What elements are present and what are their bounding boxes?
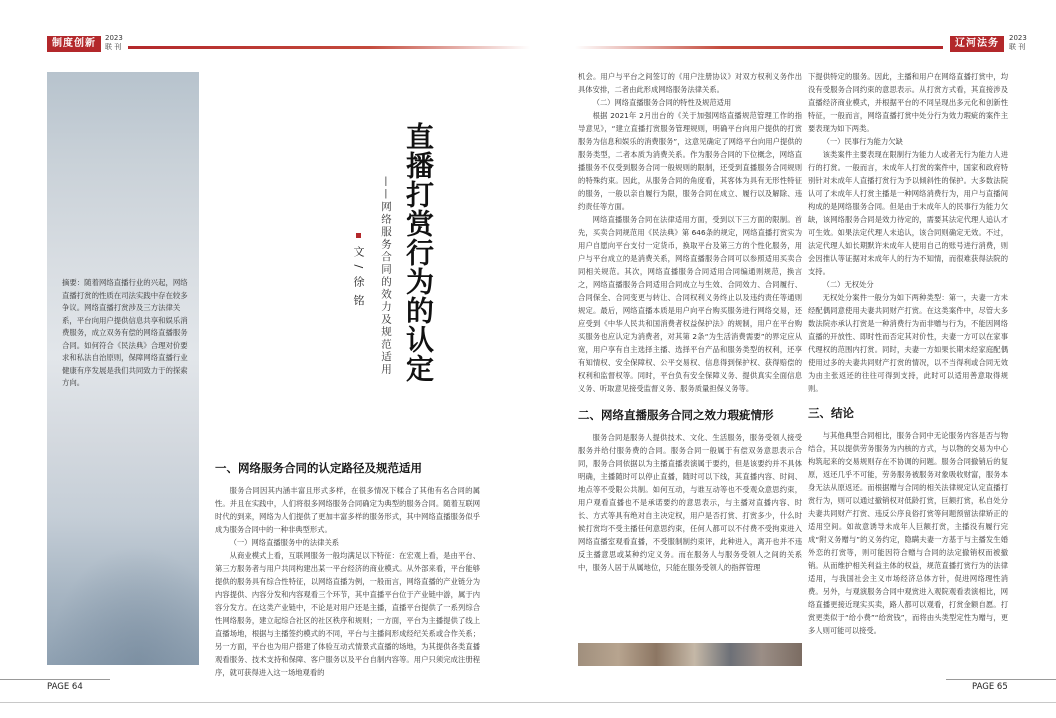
paragraph: 与其他典型合同相比，服务合同中无论服务内容是否与物结合，其以提供劳务服务为内核的方式，与以物的交易为中心构筑起来的交易规则存在不协调的问题。服务合同撤销后的复原，返还几乎不可能，劳务服务被服务对象吸收财富，服务本身无法从原返还。而根据赠与合同的相关法律规定认定直播打赏行为，则可以通过撤销权对低龄打赏，巨额打赏，私自处分夫妻共同财产打赏、违反公序良俗打赏等问题预留法律矫正的适用空间。如故意诱导未成年人巨额打赏，主播没有履行完成“附义务赠与”的义务约定，隐瞒夫妻一方基于与主播发生婚外恋的打赏等，则可能因符合赠与合同的法定撤销权而被撤销。从而维护相关利益主体的权益，规范直播打赏行为的法律适用，与我国社会主义市场经济总体方针，促进网络理性消费。另外，与观演服务合同中观赏进入观院观看表演相比，网络直播更接近现实买卖，路人都可以观看，打赏金额自愿。打赏更类似于“给小费”“给赏钱”，而将由头类型定性为赠与，更多人则可能可以接受。 [808, 431, 1008, 635]
subheading: （二）网络直播服务合同的特性及规范适用 [592, 98, 732, 107]
footer-rule-right [946, 679, 1056, 680]
paragraph: 服务合同因其内涵丰富且形式多样，在很多情况下糅合了其他有名合同的属性。并且在实践中，人们将很多网络服务合同确定为典型的服务合同。随着互联网时代的到来，网络为人们提供了更加丰富多样的服务形式，其中网络直播服务似乎成为服务合同中的一种非典型形式。 [215, 486, 480, 534]
paragraph: 无权处分案件一般分为如下两种类型：第一，夫妻一方未经配偶同意使用夫妻共同财产打赏。在这类案件中，尽管大多数法院亦承认打赏是一种消费行为而非赠与行为，不能因网络直播的开放性、即时性而否定其对价性，夫妻一方可以在家事代理权的范围内打赏。同时，夫妻一方如果长期未经家庭配偶使用过多的夫妻共同财产打赏的情况，以不当得利或合同无效为由主张返还的往往可得到支持，此时可以适用善意取得规则。 [808, 293, 1008, 393]
issue-year-right: 2023 联 刊 [1009, 34, 1027, 51]
section-heading-3: 三、结论 [808, 406, 854, 420]
paragraph: 服务合同是服务人提供技术、文化、生活服务，服务受领人接受服务并给付服务费的合同。服务合同一般属于有偿双务意思表示合同，服务合同依据以为主播直播表演属于要约，但是该要约并不具体明确，主播随时可以停止直播，随时可以下线，其直播内容、时间、地点等不受限公共制。如何互动，与谁互动等也不受观众意思约束，用户观看直播也不是承诺要约的意思表示，与主播对直播内容、时长、方式等具有绝对自主决定权，用户是否打赏、打赏多少，什么时候打赏均不受主播任何意思约束，任何人都可以不付费不受拘束进入网络直播室观看直播，不受服制制约束评，此种进入，离开也并不违反主播意思或某种约定义务。而在服务人与服务受领人之间的关系中，服务人居于从属地位，只能在服务受领人的指挥管理 [578, 433, 802, 572]
decorative-photo-strip [578, 643, 802, 666]
section-badge-right: 辽河法务 [950, 36, 1004, 52]
article-title: 直播打赏行为的认定 [402, 122, 435, 383]
author-marker [356, 233, 361, 238]
column-3 [808, 70, 1008, 666]
section-heading-2: 二、网络直播服务合同之效力瑕疵情形 [578, 408, 774, 422]
page-number-left: PAGE 64 [47, 682, 83, 692]
subheading: （二）无权处分 [822, 280, 874, 289]
issue-year-left: 2023 联 刊 [105, 34, 123, 51]
paragraph: 网络直播服务合同在法律适用方面，受到以下三方面的限制。首先，买卖合同规范用《民法典》第 646条的规定，网络直播打赏实为用户自愿向平台支付一定货币，换取平台及第三方的个性化服务，用户与平台成立的是消费关系，网络直播服务合同可以参照适用买卖合同相关规范。其次，网络直播服务合同适用合同编通则规范，换言之，网络直播服务合同适用合同成立与生效、合同效力、合同履行、合同保全、合同变更与转让、合同权利义务终止以及违约责任等通则规定。最后，网络直播本质是用户向平台购买服务进行网络交易，还应受到《中华人民共和国消费者权益保护法》的规制，用户在平台购买服务也应认定为消费者，对其第 2条“为生活消费需要”的界定应从宽，用户享有自主选择主播、选择平台产品和服务类型的权利，还享有知情权、安全保障权、公平交易权、信息得到保护权、获得赔偿的权利和监督权等。同时，平台负有安全保障义务、提供真实全面信息义务、听取意见接受监督义务、服务质量担保义务等。 [578, 215, 802, 393]
paragraph: 该类案件主要表现在限制行为能力人或者无行为能力人进行的打赏。一般而言，未成年人打赏的案件中，国家和政府特别针对未成年人直播打赏行为予以倾斜性的保护。大多数法院认可了未成年人打赏主播是一种网络消费行为，用户与直播间构成的是网络服务合同。但是由于未成年人的民事行为能力欠缺，该网络服务合同是效力待定的，需要其法定代理人追认才可生效。如果法定代理人未追认，该合同则确定无效。不过，法定代理人如长期默许未成年人使用自己的账号进行消费，则会因推认等证据对未成年人的行为不知情，而很难获得法院的支持。 [808, 150, 1008, 276]
header-rule-right [575, 46, 943, 49]
article-author: 文 / 徐 铭 [352, 246, 365, 308]
article-subtitle: ——网络服务合同的效力及规范适用 [380, 176, 392, 376]
column-2 [578, 70, 802, 638]
bottom-divider [0, 702, 1056, 703]
paragraph: 从商业模式上看，互联网服务一般均满足以下特征：在宏观上看，是由平台、第三方服务者与用户共同构建出某一平台经济的商业模式。从外部来看，平台能够提供的服务具有综合性特征，以网络直播为例，一般而言，网络直播的产业链分为内容提供、内容分发和内容观看三个环节，其中直播平台位于产业链中游，属于内容分发方。在这类产业链中，不论是对用户还是主播，直播平台提供了一系列综合性网络服务，建立起综合社区的社区秩序和规则；一方面，平台为主播提供了线上直播场地，根据与主播签约模式的不同，平台与主播间形成经纪关系或合作关系；另一方面，平台也为用户搭建了体验互动式情景式直播的场地，为其提供各类直播观看服务、技术支持和保障、客户服务以及平台自制内容等。用户只须完成注册程序，就可获得进入这一场地观看的 [215, 551, 480, 677]
subheading: （一）网络直播服务中的法律关系 [229, 538, 340, 547]
header-rule-left [128, 46, 530, 49]
paragraph: 机会。用户与平台之间签订的《用户注册协议》对双方权利义务作出具体安排，二者由此形成网络服务法律关系。 [578, 72, 802, 94]
section-heading-1: 一、网络服务合同的认定路径及规范适用 [215, 461, 422, 475]
column-1 [215, 458, 480, 677]
paragraph: 根据 2021年 2月出台的《关于加强网络直播规范管理工作的指导意见》，“建立直播打赏服务管理规则，明确平台向用户提供的打赏服务为信息和娱乐的消费服务”，这意见确定了网络平台向用户提供的服务类型，二者本质为消费关系。作为服务合同的下位概念，网络直播服务不仅受到服务合同一般规则的限制，还受到直播服务合同规则的特殊约束。因此，从服务合同的角度看，其客体为具有无形性特征的服务，一般以亲自履行为限，服务合同在成立、履行以及解除、违约责任等方面。 [578, 111, 802, 211]
paragraph: 下提供特定的服务。因此，主播和用户在网络直播打赏中，均没有受服务合同约束的意思表示。从打赏方式看，其直接涉及直播经济商业模式，并根据平台的不同呈现出多元化和创新性特征，一般而言，网络直播打赏中处分行为效力瑕疵的案件主要表现为如下两类。 [808, 72, 1008, 133]
footer-rule-left [0, 679, 110, 680]
subheading: （一）民事行为能力欠缺 [822, 137, 903, 146]
article-abstract: 摘要：随着网络直播行业的兴起，网络直播打赏的性质在司法实践中存在较多争议。网络直播打赏涉及三方法律关系，平台向用户提供信息共享和娱乐消费服务，成立双务有偿的网络直播服务合同。如何符合《民法典》合理对价要求和私法自治原则，保障网络直播行业健康有序发展是我们共同致力于的探索方向。 [62, 278, 188, 387]
page-number-right: PAGE 65 [972, 682, 1008, 692]
section-badge-left: 制度创新 [47, 36, 101, 52]
